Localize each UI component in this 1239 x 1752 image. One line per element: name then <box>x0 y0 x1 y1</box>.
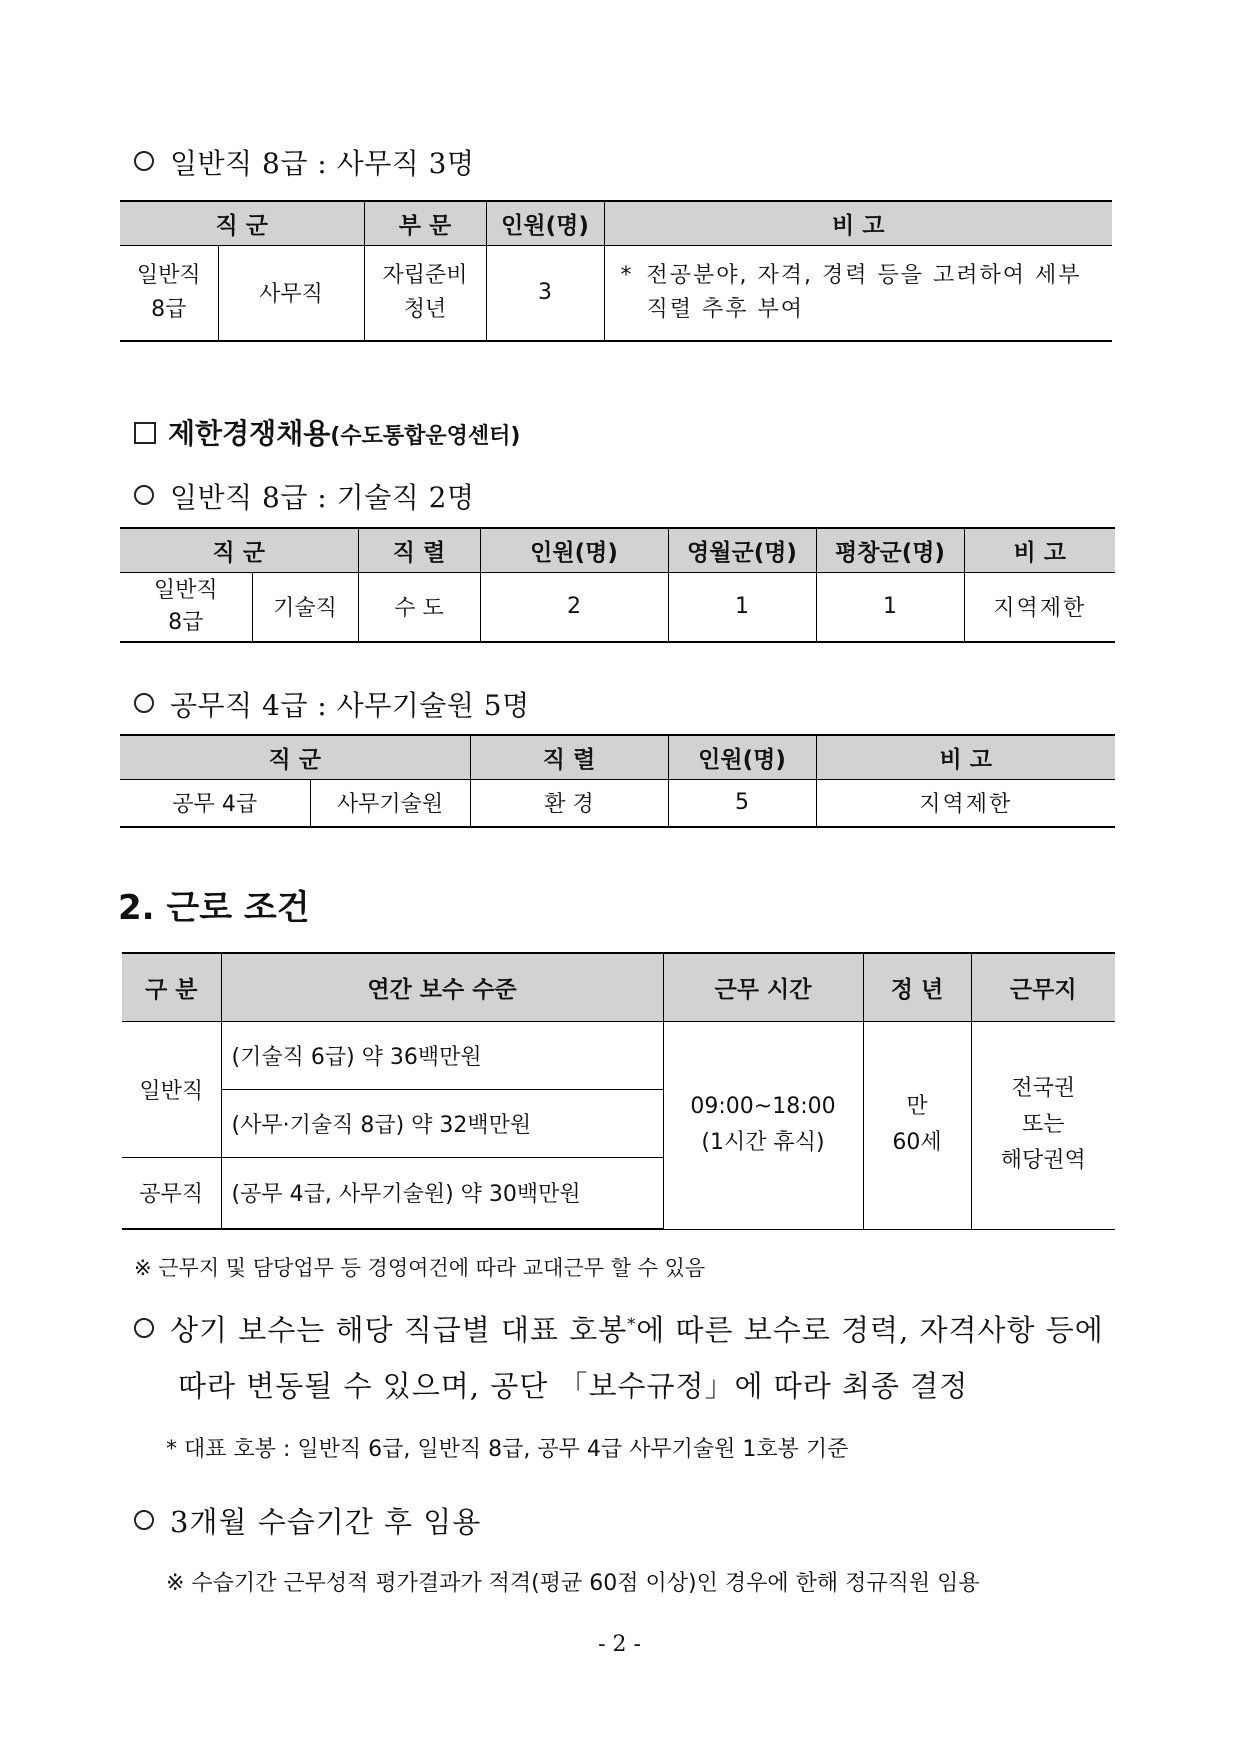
header-cell: 비 고 <box>604 201 1112 245</box>
header-cell: 근무지 <box>971 953 1115 1021</box>
header-cell: 연간 보수 수준 <box>221 953 663 1021</box>
header-cell: 구 분 <box>122 953 221 1021</box>
salary-paragraph-line2: 따라 변동될 수 있으며, 공단 「보수규정」에 따라 최종 결정 <box>178 1369 969 1403</box>
salary-footnote: * 대표 호봉 : 일반직 6급, 일반직 8급, 공무 4급 사무기술원 1호봉 기준 <box>166 1437 849 1462</box>
header-cell: 직 군 <box>120 201 364 245</box>
count-cell: 2 <box>480 572 668 642</box>
circle-bullet-icon <box>134 485 154 505</box>
header-cell: 직 군 <box>120 735 470 779</box>
grade-cell: 일반직 8급 <box>120 245 218 341</box>
probation-footnote: ※ 수습기간 근무성적 평가결과가 적격(평균 60점 이상)인 경우에 한해 정규직원 임용 <box>166 1571 980 1596</box>
salary-cell: (기술직 6급) 약 36백만원 <box>221 1021 663 1089</box>
header-cell: 직 렬 <box>358 528 480 572</box>
header-cell: 평창군(명) <box>816 528 964 572</box>
salary-cell: (공무 4급, 사무기술원) 약 30백만원 <box>221 1157 663 1229</box>
count-cell: 3 <box>486 245 604 341</box>
count-cell: 5 <box>668 779 816 827</box>
section2-heading: 일반직 8급 : 기술직 2명 <box>134 476 475 516</box>
note-cell: 지역제한 <box>964 572 1115 642</box>
hours-cell: 09:00~18:00 (1시간 휴식) <box>663 1021 863 1229</box>
type-cell: 기술직 <box>252 572 358 642</box>
page-number: - 2 - <box>598 1632 641 1657</box>
note-cell: * 전공분야, 자격, 경력 등을 고려하여 세부 직렬 추후 부여 <box>604 245 1112 341</box>
table-recruit-civil <box>120 734 1115 828</box>
section4-title: 2. 근로 조건 <box>118 888 310 928</box>
circle-bullet-icon <box>134 151 154 171</box>
header-cell: 정 년 <box>863 953 971 1021</box>
part-cell: 자립준비 청년 <box>364 245 486 341</box>
note-cell: 지역제한 <box>816 779 1115 827</box>
header-cell: 인원(명) <box>480 528 668 572</box>
header-cell: 인원(명) <box>486 201 604 245</box>
salary-cell: (사무·기술직 8급) 약 32백만원 <box>221 1089 663 1157</box>
table-recruit-water <box>120 527 1115 643</box>
table-recruit-office <box>120 200 1112 342</box>
salary-paragraph-line1: 상기 보수는 해당 직급별 대표 호봉*에 따른 보수로 경력, 자격사항 등에 <box>134 1308 1104 1349</box>
header-cell: 비 고 <box>964 528 1115 572</box>
header-cell: 직 렬 <box>470 735 668 779</box>
circle-bullet-icon <box>134 1318 154 1338</box>
circle-bullet-icon <box>134 1510 154 1530</box>
section2-title: 제한경쟁채용(수도통합운영센터) <box>134 412 520 452</box>
grade-cell: 일반직 8급 <box>120 572 252 642</box>
table-work-conditions <box>122 952 1115 1230</box>
series-cell: 환 경 <box>470 779 668 827</box>
circle-bullet-icon <box>134 693 154 713</box>
header-cell: 부 문 <box>364 201 486 245</box>
category-cell: 일반직 <box>122 1021 221 1157</box>
header-cell: 직 군 <box>120 528 358 572</box>
type-cell: 사무직 <box>218 245 364 341</box>
type-cell: 사무기술원 <box>310 779 470 827</box>
series-cell: 수 도 <box>358 572 480 642</box>
retirement-cell: 만 60세 <box>863 1021 971 1229</box>
square-bullet-icon <box>134 422 156 444</box>
header-cell: 근무 시간 <box>663 953 863 1021</box>
grade-cell: 공무 4급 <box>120 779 310 827</box>
header-cell: 영월군(명) <box>668 528 816 572</box>
probation-paragraph: 3개월 수습기간 후 임용 <box>134 1500 481 1541</box>
pyeongchang-count-cell: 1 <box>816 572 964 642</box>
section3-heading: 공무직 4급 : 사무기술원 5명 <box>134 684 530 724</box>
workplace-cell: 전국권 또는 해당권역 <box>971 1021 1115 1229</box>
header-cell: 인원(명) <box>668 735 816 779</box>
header-cell: 비 고 <box>816 735 1115 779</box>
category-cell: 공무직 <box>122 1157 221 1229</box>
table-footnote: ※ 근무지 및 담당업무 등 경영여건에 따라 교대근무 할 수 있음 <box>134 1256 706 1280</box>
yeongwol-count-cell: 1 <box>668 572 816 642</box>
section1-heading: 일반직 8급 : 사무직 3명 <box>134 142 475 182</box>
